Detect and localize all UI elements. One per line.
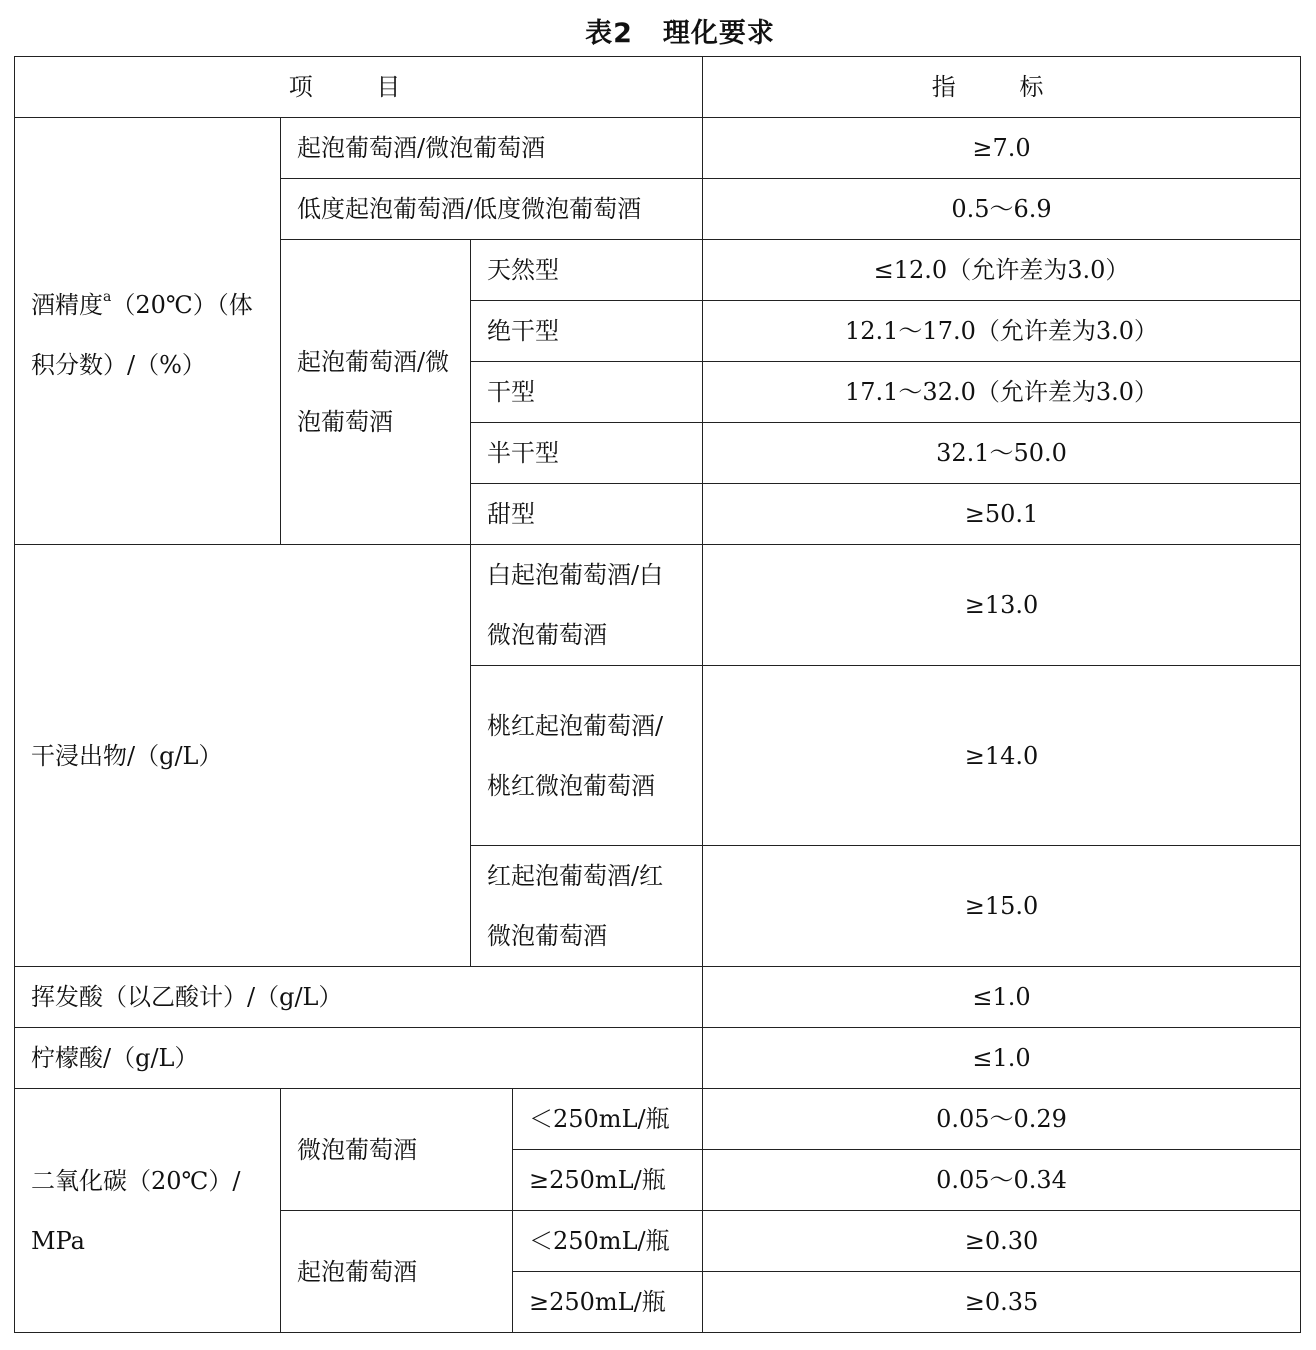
- co2-bottle-size-label: ≥250mL/瓶: [513, 1272, 703, 1333]
- dry-extract-type-label: 红起泡葡萄酒/红微泡葡萄酒: [471, 846, 703, 967]
- table-row: [15, 1028, 1301, 1089]
- co2-value: ≥0.30: [703, 1211, 1301, 1272]
- co2-bottle-size-label: ＜250mL/瓶: [513, 1089, 703, 1150]
- dry-extract-type-value: ≥14.0: [703, 666, 1301, 846]
- dry-extract-type-value: ≥15.0: [703, 846, 1301, 967]
- co2-value: 0.05～0.29: [703, 1089, 1301, 1150]
- alcohol-type-value: ≥50.1: [703, 484, 1301, 545]
- co2-label: 二氧化碳（20℃）/MPa: [15, 1089, 281, 1333]
- dry-extract-label: 干浸出物/（g/L）: [15, 545, 471, 967]
- alcohol-low-value: 0.5～6.9: [703, 179, 1301, 240]
- header-index: 指 标: [703, 57, 1301, 118]
- alcohol-sparkling-both-value: ≥7.0: [703, 118, 1301, 179]
- co2-bottle-size-label: ≥250mL/瓶: [513, 1150, 703, 1211]
- table-row: [15, 967, 1301, 1028]
- alcohol-type-value: 12.1～17.0（允许差为3.0）: [703, 301, 1301, 362]
- co2-value: ≥0.35: [703, 1272, 1301, 1333]
- physicochemical-requirements-table: [14, 56, 1301, 1333]
- table-number: 表2: [585, 18, 633, 49]
- alcohol-type-label: 绝干型: [471, 301, 703, 362]
- alcohol-type-value: 17.1～32.0（允许差为3.0）: [703, 362, 1301, 423]
- alcohol-group-label: 起泡葡萄酒/微泡葡萄酒: [281, 240, 471, 545]
- volatile-acid-label: 挥发酸（以乙酸计）/（g/L）: [15, 967, 703, 1028]
- header-item: 项 目: [15, 57, 703, 118]
- citric-acid-label: 柠檬酸/（g/L）: [15, 1028, 703, 1089]
- dry-extract-type-label: 白起泡葡萄酒/白微泡葡萄酒: [471, 545, 703, 666]
- co2-sparkling-label: 起泡葡萄酒: [281, 1211, 513, 1333]
- co2-value: 0.05～0.34: [703, 1150, 1301, 1211]
- table-row: [15, 1089, 1301, 1150]
- alcohol-sparkling-both-label: 起泡葡萄酒/微泡葡萄酒: [281, 118, 703, 179]
- dry-extract-type-value: ≥13.0: [703, 545, 1301, 666]
- co2-bottle-size-label: ＜250mL/瓶: [513, 1211, 703, 1272]
- alcohol-type-value: ≤12.0（允许差为3.0）: [703, 240, 1301, 301]
- table-title-text: 理化要求: [662, 18, 775, 49]
- table-row: [15, 118, 1301, 179]
- alcohol-type-label: 半干型: [471, 423, 703, 484]
- alcohol-type-label: 天然型: [471, 240, 703, 301]
- citric-acid-value: ≤1.0: [703, 1028, 1301, 1089]
- alcohol-type-label: 干型: [471, 362, 703, 423]
- alcohol-type-value: 32.1～50.0: [703, 423, 1301, 484]
- alcohol-low-label: 低度起泡葡萄酒/低度微泡葡萄酒: [281, 179, 703, 240]
- dry-extract-type-label: 桃红起泡葡萄酒/桃红微泡葡萄酒: [471, 666, 703, 846]
- alcohol-label: 酒精度$^a$（20℃）（体积分数）/（%）: [15, 118, 281, 545]
- alcohol-type-label: 甜型: [471, 484, 703, 545]
- header-row: [15, 57, 1301, 118]
- table-row: [15, 545, 1301, 666]
- table-title: [0, 14, 1316, 54]
- co2-semi-sparkling-label: 微泡葡萄酒: [281, 1089, 513, 1211]
- volatile-acid-value: ≤1.0: [703, 967, 1301, 1028]
